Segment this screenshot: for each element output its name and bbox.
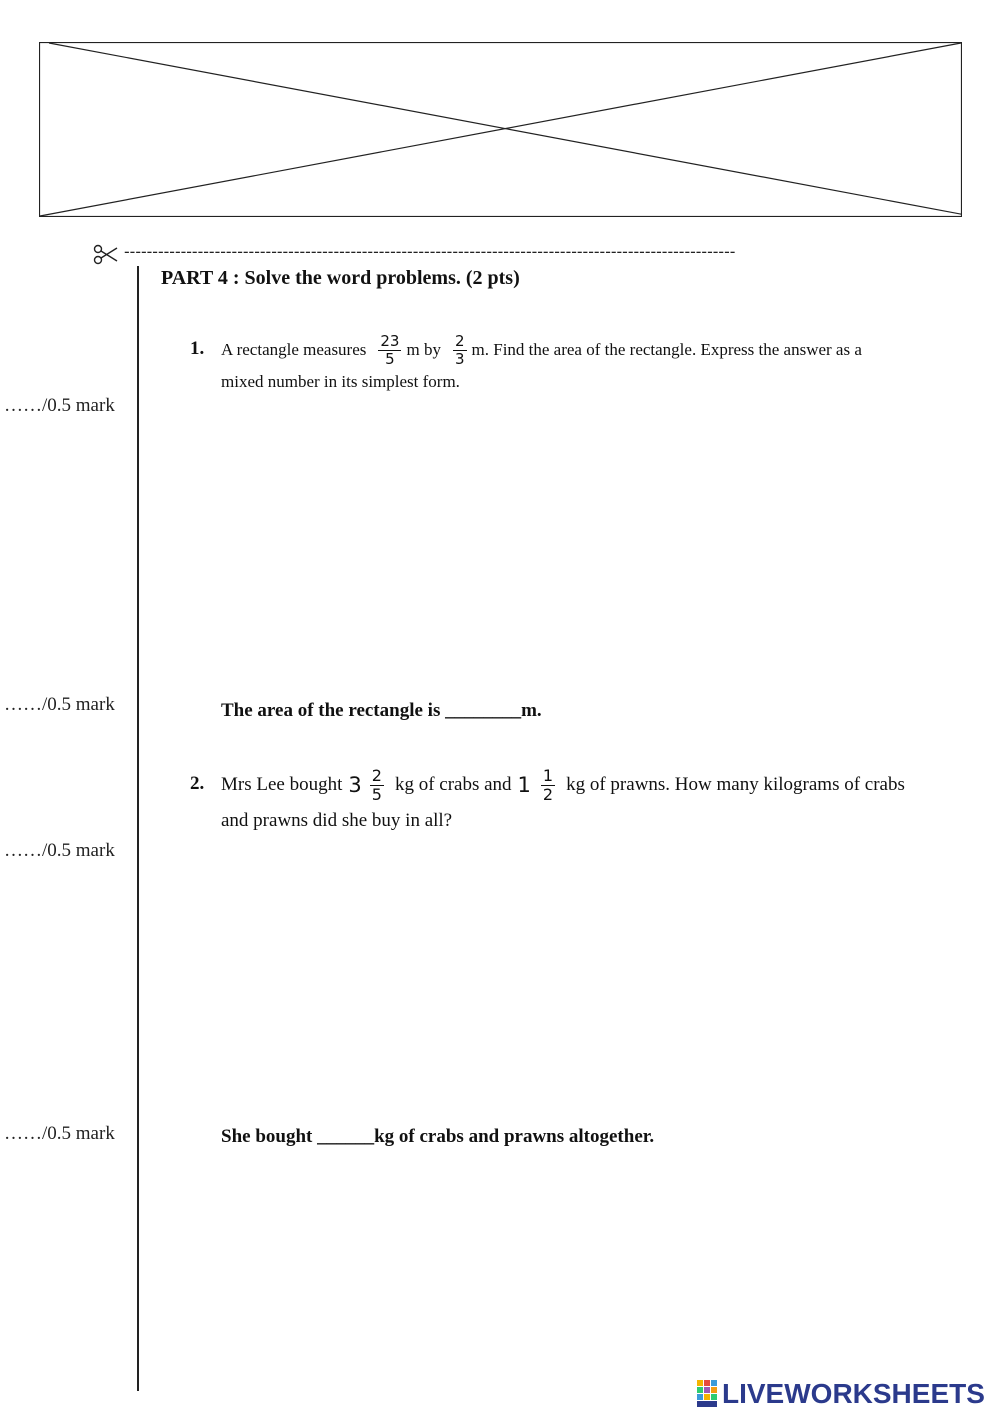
mark-q2-working[interactable]: ……/0.5 mark xyxy=(4,840,115,861)
q1-fraction-1: $\frac{23}{5}$ xyxy=(380,332,400,368)
cut-line xyxy=(92,240,932,268)
question-2-number: 2. xyxy=(190,773,205,794)
mark-q2-answer[interactable]: ……/0.5 mark xyxy=(4,1123,115,1144)
q1-text-before: A rectangle measures xyxy=(221,340,367,359)
q2-fraction-1: $\frac{2}{5}$ xyxy=(371,765,382,804)
scissors-icon xyxy=(92,240,120,268)
question-1-answer[interactable]: The area of the rectangle is ________m. xyxy=(221,700,542,721)
q2-text-after: kg of prawns. How many kilograms of crabs xyxy=(566,774,905,795)
q2-whole-2: 1 xyxy=(517,773,531,797)
cut-dashes: ------------------------------------------------------------------------------------------------------------ xyxy=(124,242,736,261)
logo-text: LIVEWORKSHEETS xyxy=(722,1378,985,1409)
margin-line xyxy=(137,266,139,1391)
mark-q1-answer[interactable]: ……/0.5 mark xyxy=(4,694,115,715)
q2-text-mid: kg of crabs and xyxy=(394,774,512,795)
q1-unit-1: m by xyxy=(406,340,441,359)
mark-q1-working[interactable]: ……/0.5 mark xyxy=(4,395,115,416)
question-1-number: 1. xyxy=(190,338,205,359)
question-2-answer[interactable]: She bought ______kg of crabs and prawns altogether. xyxy=(221,1126,655,1147)
q1-line-2: mixed number in its simplest form. xyxy=(221,372,460,391)
q2-text-before: Mrs Lee bought xyxy=(221,774,343,795)
part-title: PART 4 : Solve the word problems. (2 pts) xyxy=(161,267,520,289)
question-2-text xyxy=(221,759,961,837)
liveworksheets-logo[interactable] xyxy=(697,1377,985,1411)
q2-line-2: and prawns did she buy in all? xyxy=(221,810,453,831)
image-placeholder xyxy=(39,42,962,217)
liveworksheets-logo-icon xyxy=(697,1380,719,1408)
q2-fraction-2: $\frac{1}{2}$ xyxy=(542,765,554,804)
q2-whole-1: 3 xyxy=(348,773,362,797)
q1-fraction-2: $\frac{2}{3}$ xyxy=(454,332,465,368)
question-1-text xyxy=(221,329,951,397)
q1-text-after: m. Find the area of the rectangle. Express the answer as a xyxy=(471,340,862,359)
